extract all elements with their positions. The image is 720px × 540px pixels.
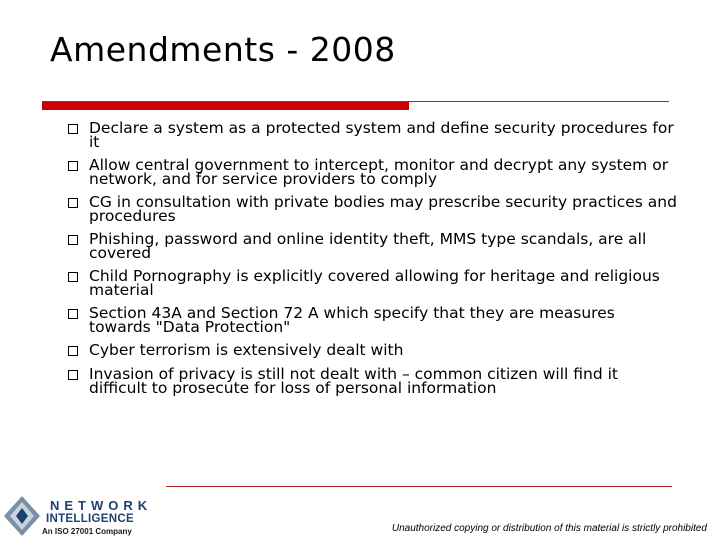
bullet-item bbox=[68, 156, 678, 188]
bullet-item bbox=[68, 364, 678, 397]
logo-text-network: NETWORK bbox=[50, 498, 153, 513]
square-bullet-icon bbox=[68, 161, 78, 171]
title-accent-bar bbox=[42, 102, 409, 110]
bullet-text: Section 43A and Section 72 A which specify that they are measures towards "Data Protection" bbox=[89, 304, 615, 336]
bullet-text: Invasion of privacy is still not dealt with – common citizen will find it difficult to prosecute for loss of personal information bbox=[89, 364, 618, 397]
bullet-item bbox=[68, 267, 678, 299]
bullet-text: Allow central government to intercept, monitor and decrypt any system or network, and for service providers to comply bbox=[89, 156, 669, 188]
square-bullet-icon bbox=[68, 370, 78, 380]
bullet-item bbox=[68, 304, 678, 336]
square-bullet-icon bbox=[68, 272, 78, 282]
bullet-item bbox=[68, 230, 678, 262]
logo-text-intelligence: INTELLIGENCE bbox=[46, 513, 134, 525]
bullet-text: Declare a system as a protected system and define security procedures for it bbox=[89, 119, 674, 151]
logo-tagline: An ISO 27001 Company bbox=[42, 527, 132, 536]
bullet-text: Phishing, password and online identity theft, MMS type scandals, are all covered bbox=[89, 230, 647, 262]
bullet-item bbox=[68, 193, 678, 225]
footer-divider bbox=[166, 486, 672, 487]
square-bullet-icon bbox=[68, 198, 78, 208]
company-logo bbox=[2, 494, 162, 540]
bullet-item bbox=[68, 341, 678, 360]
bullet-text: Cyber terrorism is extensively dealt with bbox=[89, 341, 404, 360]
square-bullet-icon bbox=[68, 309, 78, 319]
square-bullet-icon bbox=[68, 124, 78, 134]
bullet-list bbox=[68, 119, 678, 405]
copyright-notice: Unauthorized copying or distribution of this material is strictly prohibited bbox=[391, 523, 707, 534]
bullet-item bbox=[68, 119, 678, 151]
diamond-logo-icon bbox=[2, 494, 42, 538]
bullet-text: CG in consultation with private bodies may prescribe security practices and procedures bbox=[89, 193, 677, 225]
square-bullet-icon bbox=[68, 235, 78, 245]
slide-title: Amendments - 2008 bbox=[50, 30, 396, 69]
square-bullet-icon bbox=[68, 346, 78, 356]
bullet-text: Child Pornography is explicitly covered allowing for heritage and religious material bbox=[89, 267, 660, 299]
